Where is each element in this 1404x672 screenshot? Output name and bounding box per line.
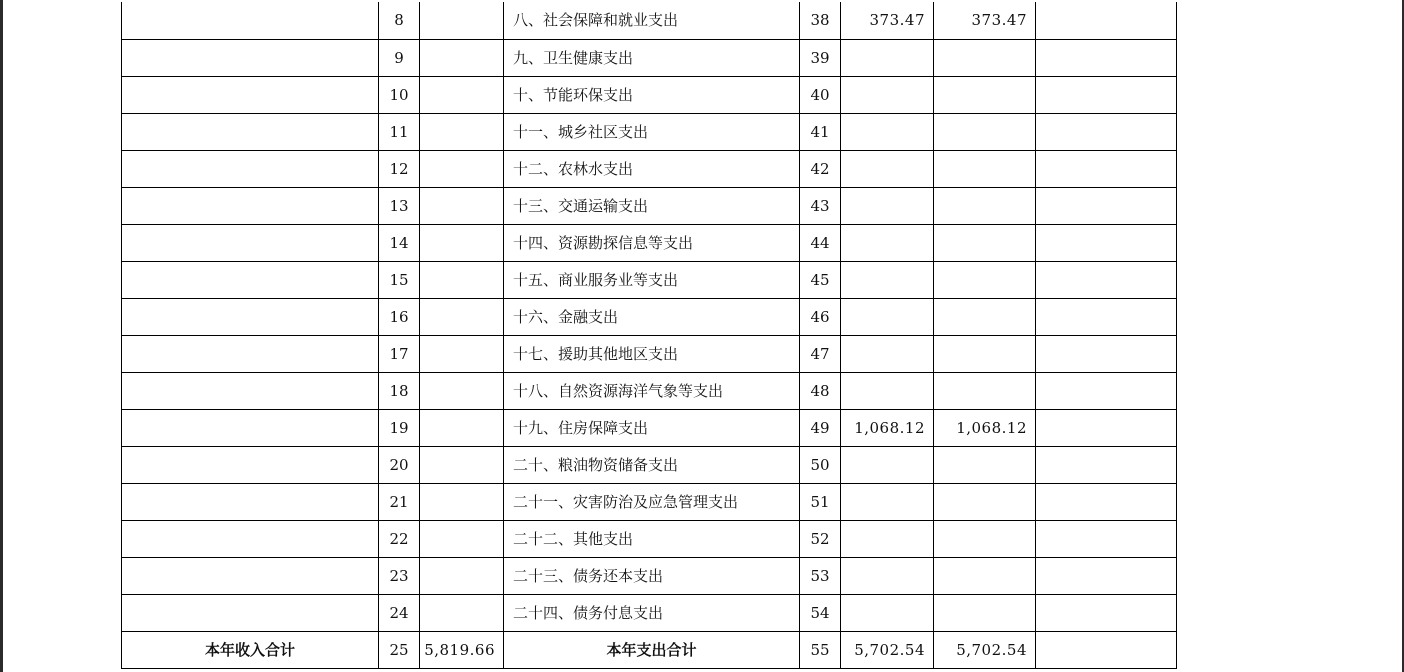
expenditure-line-number-cell: 44 <box>800 225 841 262</box>
expenditure-subtotal-cell: 1,068.12 <box>934 410 1036 447</box>
table-row <box>122 595 1177 632</box>
income-amount-cell <box>420 151 504 188</box>
expenditure-line-number-cell: 38 <box>800 2 841 40</box>
expenditure-line-number-cell: 46 <box>800 299 841 336</box>
income-item-cell <box>122 225 379 262</box>
budget-table <box>121 2 1177 669</box>
expenditure-line-number-cell: 47 <box>800 336 841 373</box>
expenditure-item-cell: 十、节能环保支出 <box>504 77 800 114</box>
expenditure-item-cell: 二十二、其他支出 <box>504 521 800 558</box>
expenditure-total-cell <box>841 225 934 262</box>
expenditure-item-cell: 十三、交通运输支出 <box>504 188 800 225</box>
expenditure-item-cell: 八、社会保障和就业支出 <box>504 2 800 40</box>
expenditure-item-cell: 十二、农林水支出 <box>504 151 800 188</box>
expenditure-item-cell: 二十四、债务付息支出 <box>504 595 800 632</box>
income-line-number-cell: 18 <box>379 373 420 410</box>
expenditure-other-cell <box>1036 558 1177 595</box>
expenditure-other-cell <box>1036 2 1177 40</box>
income-amount-cell <box>420 299 504 336</box>
expenditure-subtotal-cell <box>934 151 1036 188</box>
expenditure-line-number-cell: 51 <box>800 484 841 521</box>
income-item-cell <box>122 2 379 40</box>
income-line-number-cell: 10 <box>379 77 420 114</box>
income-line-number-cell: 15 <box>379 262 420 299</box>
expenditure-subtotal-cell <box>934 336 1036 373</box>
expenditure-other-cell <box>1036 595 1177 632</box>
income-amount-cell <box>420 373 504 410</box>
expenditure-subtotal-cell <box>934 521 1036 558</box>
viewer-left-border <box>0 0 3 672</box>
income-line-number-cell: 11 <box>379 114 420 151</box>
expenditure-item-cell: 九、卫生健康支出 <box>504 40 800 77</box>
income-item-cell <box>122 558 379 595</box>
expenditure-subtotal-cell: 5,702.54 <box>934 632 1036 669</box>
expenditure-line-number-cell: 55 <box>800 632 841 669</box>
income-item-cell <box>122 373 379 410</box>
expenditure-other-cell <box>1036 77 1177 114</box>
income-line-number-cell: 16 <box>379 299 420 336</box>
expenditure-line-number-cell: 52 <box>800 521 841 558</box>
table-row <box>122 558 1177 595</box>
expenditure-total-cell: 5,702.54 <box>841 632 934 669</box>
income-item-cell <box>122 114 379 151</box>
income-amount-cell <box>420 521 504 558</box>
table-row <box>122 40 1177 77</box>
expenditure-line-number-cell: 48 <box>800 373 841 410</box>
income-line-number-cell: 21 <box>379 484 420 521</box>
income-amount-cell <box>420 262 504 299</box>
expenditure-subtotal-cell: 373.47 <box>934 2 1036 40</box>
table-row <box>122 410 1177 447</box>
income-line-number-cell: 24 <box>379 595 420 632</box>
income-item-cell <box>122 447 379 484</box>
income-amount-cell <box>420 114 504 151</box>
table-row <box>122 373 1177 410</box>
table-row <box>122 336 1177 373</box>
expenditure-line-number-cell: 43 <box>800 188 841 225</box>
expenditure-item-cell: 二十三、债务还本支出 <box>504 558 800 595</box>
table-body <box>122 2 1177 669</box>
expenditure-subtotal-cell <box>934 447 1036 484</box>
expenditure-total-cell <box>841 77 934 114</box>
table-row <box>122 521 1177 558</box>
table-row <box>122 262 1177 299</box>
expenditure-item-cell: 二十一、灾害防治及应急管理支出 <box>504 484 800 521</box>
expenditure-total-cell: 1,068.12 <box>841 410 934 447</box>
income-item-cell <box>122 410 379 447</box>
expenditure-item-cell: 十五、商业服务业等支出 <box>504 262 800 299</box>
expenditure-item-cell: 十四、资源勘探信息等支出 <box>504 225 800 262</box>
expenditure-other-cell <box>1036 114 1177 151</box>
expenditure-subtotal-cell <box>934 188 1036 225</box>
table-row <box>122 188 1177 225</box>
expenditure-total-cell <box>841 188 934 225</box>
income-amount-cell <box>420 558 504 595</box>
expenditure-subtotal-cell <box>934 77 1036 114</box>
expenditure-subtotal-cell <box>934 114 1036 151</box>
expenditure-total-cell <box>841 299 934 336</box>
expenditure-subtotal-cell <box>934 595 1036 632</box>
expenditure-total-cell <box>841 595 934 632</box>
income-item-cell <box>122 336 379 373</box>
table-row <box>122 77 1177 114</box>
income-amount-cell <box>420 188 504 225</box>
income-line-number-cell: 14 <box>379 225 420 262</box>
table-row <box>122 225 1177 262</box>
expenditure-line-number-cell: 54 <box>800 595 841 632</box>
table-row <box>122 2 1177 40</box>
expenditure-line-number-cell: 53 <box>800 558 841 595</box>
expenditure-subtotal-cell <box>934 225 1036 262</box>
income-line-number-cell: 22 <box>379 521 420 558</box>
expenditure-total-cell <box>841 447 934 484</box>
expenditure-other-cell <box>1036 410 1177 447</box>
expenditure-total-cell <box>841 373 934 410</box>
income-line-number-cell: 9 <box>379 40 420 77</box>
expenditure-other-cell <box>1036 151 1177 188</box>
expenditure-line-number-cell: 45 <box>800 262 841 299</box>
expenditure-total-cell <box>841 521 934 558</box>
expenditure-item-cell: 十一、城乡社区支出 <box>504 114 800 151</box>
expenditure-subtotal-cell <box>934 373 1036 410</box>
expenditure-total-cell <box>841 40 934 77</box>
income-line-number-cell: 19 <box>379 410 420 447</box>
expenditure-line-number-cell: 41 <box>800 114 841 151</box>
expenditure-line-number-cell: 50 <box>800 447 841 484</box>
income-line-number-cell: 17 <box>379 336 420 373</box>
income-amount-cell: 5,819.66 <box>420 632 504 669</box>
expenditure-other-cell <box>1036 373 1177 410</box>
expenditure-other-cell <box>1036 484 1177 521</box>
expenditure-other-cell <box>1036 299 1177 336</box>
income-amount-cell <box>420 336 504 373</box>
expenditure-other-cell <box>1036 262 1177 299</box>
income-amount-cell <box>420 40 504 77</box>
income-item-cell <box>122 77 379 114</box>
income-item-cell <box>122 595 379 632</box>
table-row <box>122 447 1177 484</box>
expenditure-other-cell <box>1036 336 1177 373</box>
income-amount-cell <box>420 484 504 521</box>
income-line-number-cell: 8 <box>379 2 420 40</box>
income-line-number-cell: 23 <box>379 558 420 595</box>
income-amount-cell <box>420 225 504 262</box>
expenditure-total-cell <box>841 114 934 151</box>
income-amount-cell <box>420 447 504 484</box>
expenditure-total-cell <box>841 484 934 521</box>
expenditure-subtotal-cell <box>934 484 1036 521</box>
expenditure-total-cell <box>841 262 934 299</box>
expenditure-line-number-cell: 49 <box>800 410 841 447</box>
table-row <box>122 151 1177 188</box>
income-amount-cell <box>420 595 504 632</box>
expenditure-line-number-cell: 42 <box>800 151 841 188</box>
expenditure-subtotal-cell <box>934 262 1036 299</box>
income-line-number-cell: 13 <box>379 188 420 225</box>
income-amount-cell <box>420 410 504 447</box>
table-row <box>122 299 1177 336</box>
income-amount-cell <box>420 77 504 114</box>
income-item-cell <box>122 40 379 77</box>
income-item-cell <box>122 299 379 336</box>
expenditure-item-cell: 十六、金融支出 <box>504 299 800 336</box>
expenditure-item-cell: 二十、粮油物资储备支出 <box>504 447 800 484</box>
expenditure-other-cell <box>1036 188 1177 225</box>
expenditure-other-cell <box>1036 40 1177 77</box>
income-item-cell <box>122 188 379 225</box>
expenditure-subtotal-cell <box>934 299 1036 336</box>
expenditure-line-number-cell: 40 <box>800 77 841 114</box>
income-total-label: 本年收入合计 <box>122 632 379 669</box>
income-item-cell <box>122 484 379 521</box>
expenditure-item-cell: 十七、援助其他地区支出 <box>504 336 800 373</box>
expenditure-total-cell <box>841 151 934 188</box>
expenditure-item-cell: 十八、自然资源海洋气象等支出 <box>504 373 800 410</box>
income-item-cell <box>122 262 379 299</box>
expenditure-line-number-cell: 39 <box>800 40 841 77</box>
income-line-number-cell: 25 <box>379 632 420 669</box>
table-row <box>122 114 1177 151</box>
expenditure-other-cell <box>1036 521 1177 558</box>
expenditure-other-cell <box>1036 632 1177 669</box>
income-amount-cell <box>420 2 504 40</box>
expenditure-total-cell <box>841 558 934 595</box>
income-line-number-cell: 12 <box>379 151 420 188</box>
expenditure-subtotal-cell <box>934 40 1036 77</box>
expenditure-other-cell <box>1036 225 1177 262</box>
table-row <box>122 484 1177 521</box>
expenditure-total-label: 本年支出合计 <box>504 632 800 669</box>
expenditure-item-cell: 十九、住房保障支出 <box>504 410 800 447</box>
expenditure-subtotal-cell <box>934 558 1036 595</box>
expenditure-total-cell <box>841 336 934 373</box>
expenditure-total-cell: 373.47 <box>841 2 934 40</box>
income-item-cell <box>122 521 379 558</box>
expenditure-other-cell <box>1036 447 1177 484</box>
income-line-number-cell: 20 <box>379 447 420 484</box>
total-row <box>122 632 1177 669</box>
income-item-cell <box>122 151 379 188</box>
